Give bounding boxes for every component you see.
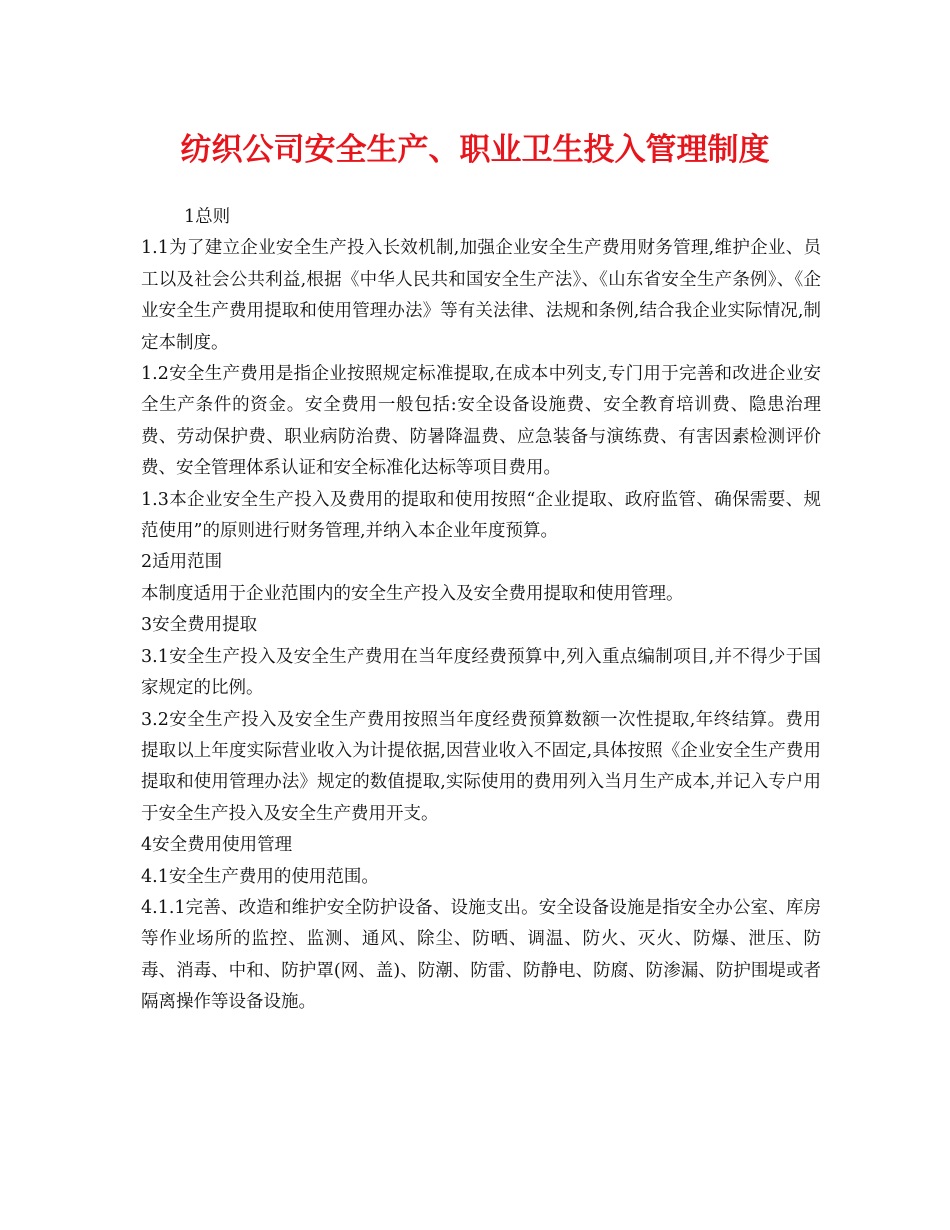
paragraph-1-3: 1.3本企业安全生产投入及费用的提取和使用按照“企业提取、政府监管、确保需要、规范使用”的原则进行财务管理,并纳入本企业年度预算。 [141,489,821,542]
paragraph-scope: 本制度适用于企业范围内的安全生产投入及安全费用提取和使用管理。 [141,583,684,604]
paragraph-4-1-1: 4.1.1完善、改造和维护安全防护设备、设施支出。安全设备设施是指安全办公室、库房等作业场所的监控、监测、通风、除尘、防晒、调温、防火、灭火、防爆、泄压、防毒、消毒、中和、防护罩(网、盖)、防潮、防雷、防静电、防腐、防渗漏、防护围堤或者隔离操作等设备设施。 [141,897,821,1013]
paragraph-3-2: 3.2安全生产投入及安全生产费用按照当年度经费预算数额一次性提取,年终结算。费用提取以上年度实际营业收入为计提依据,因营业收入不固定,具体按照《企业安全生产费用提取和使用管理办法》规定的数值提取,实际使用的费用列入当月生产成本,并记入专户用于安全生产投入及安全生产费用开支。 [141,709,821,824]
paragraph-1-2: 1.2安全生产费用是指企业按照规定标准提取,在成本中列支,专门用于完善和改进企业安全生产条件的资金。安全费用一般包括:安全设备设施费、安全教育培训费、隐患治理费、劳动保护费、职业病防治费、防暑降温费、应急装备与演练费、有害因素检测评价费、安全管理体系认证和安全标准化达标等项目费用。 [141,364,821,479]
document-body [141,202,821,1019]
document-title: 纺织公司安全生产、职业卫生投入管理制度 [180,132,770,168]
paragraph-1-1: 1.1为了建立企业安全生产投入长效机制,加强企业安全生产费用财务管理,维护企业、员工以及社会公共利益,根据《中华人民共和国安全生产法》、《山东省安全生产条例》、《企业安全生产费用提取和使用管理办法》等有关法律、法规和条例,结合我企业实际情况,制定本制度。 [141,238,821,353]
paragraph-4-1: 4.1安全生产费用的使用范围。 [141,866,379,887]
section-heading-scope: 2适用范围 [141,552,223,573]
section-heading-general: 1总则 [184,207,231,227]
section-heading-usage: 4安全费用使用管理 [141,835,293,856]
paragraph-3-1: 3.1安全生产投入及安全生产费用在当年度经费预算中,列入重点编制项目,并不得少于国家规定的比例。 [141,646,821,699]
section-heading-extraction: 3安全费用提取 [141,615,258,636]
